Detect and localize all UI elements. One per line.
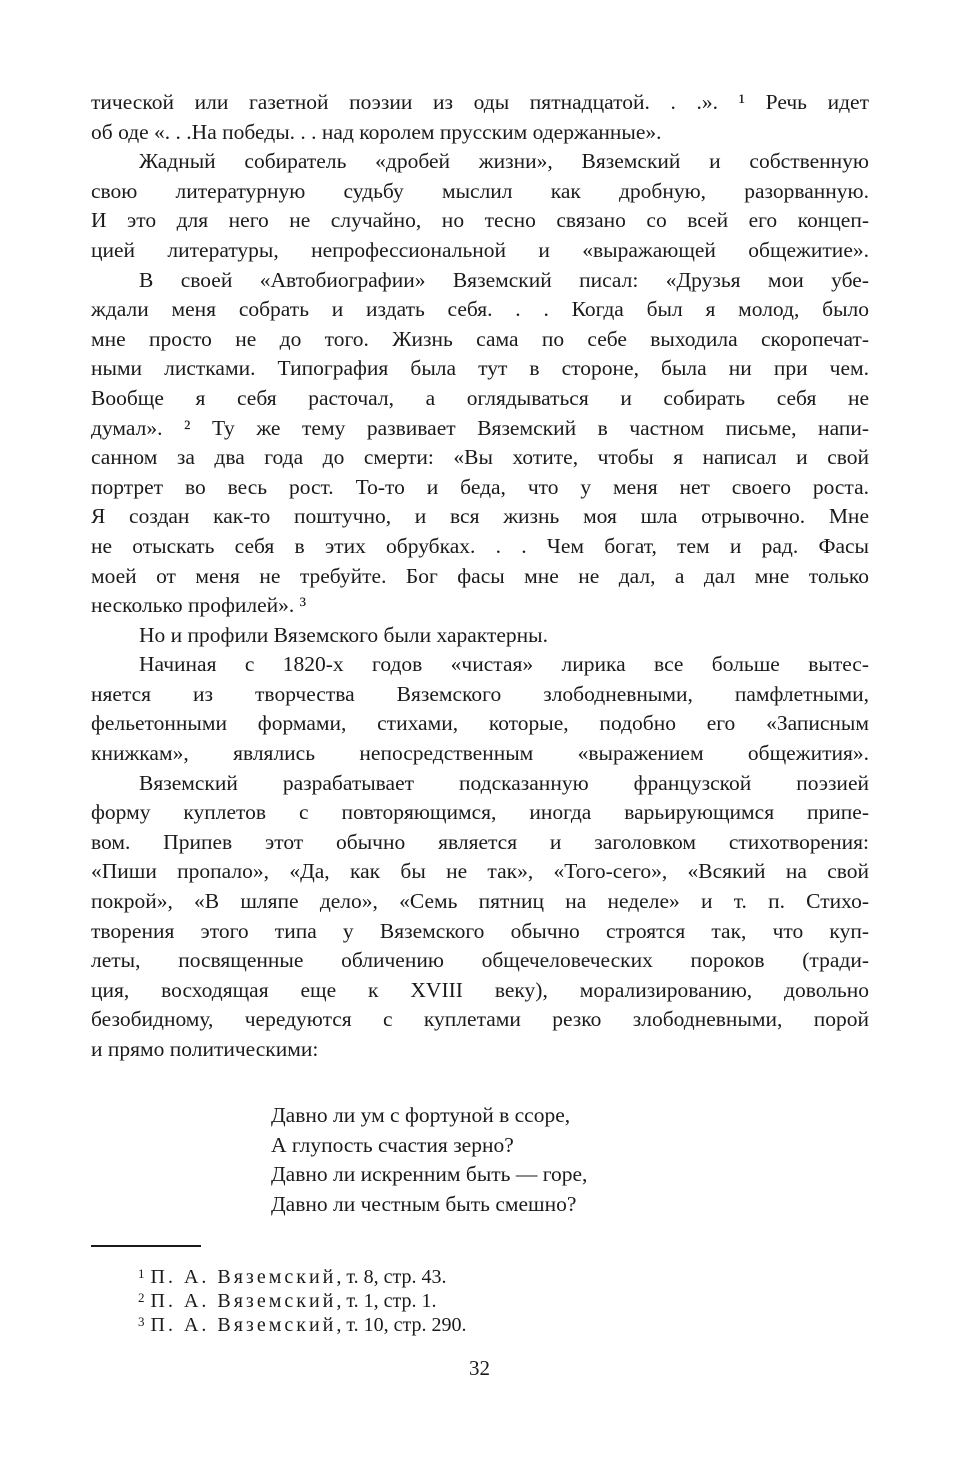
body-line: об оде «. . .На победы. . . над королем прусским одержанные». — [91, 119, 662, 144]
verse-line: А глупость счастия зерно? — [271, 1132, 514, 1157]
body-line: леты, посвященные обличению общечеловеческих пороков (тради- — [91, 948, 869, 973]
body-line: И это для него не случайно, но тесно связано со всей его концеп- — [91, 208, 869, 233]
footnote-reference: , т. 8, стр. 43. — [336, 1266, 447, 1288]
body-line: тической или газетной поэзии из оды пятнадцатой. . .». ¹ Речь идет — [91, 90, 869, 114]
footnote — [138, 1310, 466, 1334]
body-line: вом. Припев этот обычно является и заголовком стихотворения: — [91, 829, 869, 854]
footnote-number: 1 — [138, 1266, 145, 1281]
body-line: ными листками. Типография была тут в стороне, была ни при чем. — [91, 356, 869, 381]
footnote-number: 2 — [138, 1290, 145, 1305]
body-line: цией литературы, непрофессиональной и «выражающей общежитие». — [91, 237, 869, 262]
body-line: В своей «Автобиографии» Вяземский писал: «Друзья мои убе- — [139, 267, 869, 292]
footnote-number: 3 — [138, 1314, 145, 1329]
verse-quote — [271, 1101, 587, 1219]
footnote — [138, 1286, 466, 1310]
body-line: и прямо политическими: — [91, 1037, 319, 1061]
page-number: 32 — [469, 1356, 490, 1380]
verse-line: Давно ли честным быть смешно? — [271, 1191, 577, 1216]
verse-line: Давно ли искренним быть — горе, — [271, 1162, 588, 1187]
body-line: «Пиши пропало», «Да, как бы не так», «Того-сего», «Всякий на свой — [91, 859, 869, 884]
body-line: Вообще я себя расточал, а оглядываться и собирать себя не — [91, 385, 869, 410]
footnote-author: П. А. Вяземский — [150, 1290, 337, 1312]
body-line: думал». ² Ту же тему развивает Вяземский в частном письме, напи- — [91, 415, 869, 440]
footnote-reference: , т. 1, стр. 1. — [336, 1290, 437, 1312]
body-line: покрой», «В шляпе дело», «Семь пятниц на неделе» и т. п. Стихо- — [91, 889, 869, 914]
body-line: творения этого типа у Вяземского обычно строятся так, что куп- — [91, 918, 869, 943]
body-line: Жадный собиратель «дробей жизни», Вяземский и собственную — [139, 149, 869, 174]
footnotes — [138, 1262, 466, 1334]
body-line: няется из творчества Вяземского злободневными, памфлетными, — [91, 681, 869, 706]
body-line: ждали меня собрать и издать себя. . . Когда был я молод, было — [91, 297, 869, 322]
body-line: санном за два года до смерти: «Вы хотите, чтобы я написал и свой — [91, 445, 869, 470]
footnote-divider — [91, 1245, 201, 1247]
footnote-author: П. А. Вяземский — [150, 1314, 337, 1336]
body-line: Вяземский разрабатывает подсказанную французской поэзией — [139, 770, 869, 795]
body-text — [91, 88, 869, 1065]
body-line: мне просто не до того. Жизнь сама по себе выходила скоропечат- — [91, 326, 869, 351]
body-line: безобидному, чередуются с куплетами резко злободневными, порой — [91, 1007, 869, 1032]
footnote-reference: , т. 10, стр. 290. — [336, 1314, 467, 1336]
footnote-author: П. А. Вяземский — [150, 1266, 337, 1288]
footnote — [138, 1262, 466, 1286]
body-line: несколько профилей». ³ — [91, 593, 307, 618]
body-line: свою литературную судьбу мыслил как дробную, разорванную. — [91, 178, 869, 203]
verse-line: Давно ли ум с фортуной в ссоре, — [271, 1103, 571, 1127]
body-line: форму куплетов с повторяющимся, иногда варьирующимся припе- — [91, 800, 869, 825]
body-line: ция, восходящая еще к XVIII веку), морализированию, довольно — [91, 977, 869, 1002]
body-line: не отыскать себя в этих обрубках. . . Чем богат, тем и рад. Фасы — [91, 533, 869, 558]
body-line: Начиная с 1820-х годов «чистая» лирика все больше вытес- — [139, 652, 869, 677]
body-line: Я создан как-то поштучно, и вся жизнь моя шла отрывочно. Мне — [91, 504, 869, 529]
body-line: моей от меня не требуйте. Бог фасы мне не дал, а дал мне только — [91, 563, 869, 588]
body-line: книжкам», являлись непосредственным «выражением общежития». — [91, 741, 869, 766]
body-line: Но и профили Вяземского были характерны. — [139, 622, 548, 647]
body-line: портрет во весь рост. То-то и беда, что у меня нет своего роста. — [91, 474, 869, 499]
body-line: фельетонными формами, стихами, которые, подобно его «Записным — [91, 711, 869, 736]
